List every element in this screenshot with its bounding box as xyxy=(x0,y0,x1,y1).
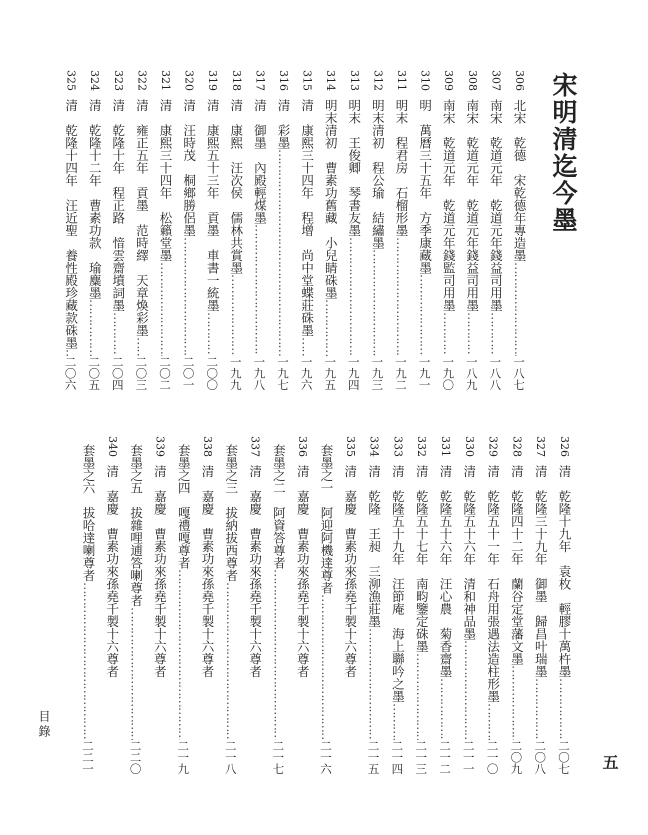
entry-title: 明末清初 程公瑜 結繡墨 xyxy=(370,99,386,249)
entry-title: 套墨之六 拔哈達喇尊者 xyxy=(81,444,96,582)
entry-title: 清 汪時茂 桐鄉勝侶墨 xyxy=(181,99,197,237)
entry-number: 323 xyxy=(111,70,125,91)
entry-title: 清 乾隆四十二年 蘭谷定堂藩文墨 xyxy=(509,465,525,665)
toc-entry xyxy=(553,436,575,774)
toc-entry xyxy=(107,70,129,390)
entry-page-number: 二一四 xyxy=(390,739,405,774)
entry-page-number: 二〇六 xyxy=(63,355,78,390)
toc-entry xyxy=(363,436,385,774)
entry-title: 北宋 乾德 宋乾德年專造墨 xyxy=(512,99,527,262)
entry-page-number: 二〇九 xyxy=(509,739,524,774)
entry-page-number: 一八七 xyxy=(512,355,526,390)
entry-number: 325 xyxy=(64,70,78,91)
entry-page-number: 二一一 xyxy=(461,739,476,774)
entry-number: 331 xyxy=(439,436,452,457)
entry-page-number: 二〇二 xyxy=(158,355,172,390)
toc-entry xyxy=(172,436,194,774)
dot-leader xyxy=(505,665,527,740)
entry-title: 明末 王俊卿 琴書友墨 xyxy=(346,99,362,237)
toc-entry xyxy=(315,436,337,774)
entry-page-number: 二〇〇 xyxy=(205,355,220,390)
entry-number: 316 xyxy=(277,70,290,91)
toc-entry xyxy=(225,70,247,390)
entry-page-number: 一九六 xyxy=(299,355,314,390)
footer-label: 目錄 xyxy=(37,710,51,740)
entry-title: 套墨之三 拔納拔西尊者 xyxy=(223,444,239,582)
dot-leader xyxy=(107,312,129,356)
dot-leader xyxy=(201,312,223,356)
entry-number: 322 xyxy=(135,70,149,91)
entry-number: 308 xyxy=(465,70,479,91)
toc-entry xyxy=(154,70,176,390)
toc-entry xyxy=(458,436,480,774)
toc-entry xyxy=(414,70,436,390)
entry-page-number: 二〇八 xyxy=(533,739,548,774)
toc-entry xyxy=(267,436,289,774)
dot-leader xyxy=(390,237,412,356)
dot-leader xyxy=(386,703,408,740)
entry-title: 清 乾隆五十七年 南畇鑒定硃墨 xyxy=(414,465,430,653)
entry-page-number: 二一八 xyxy=(223,739,238,774)
entry-number: 306 xyxy=(513,70,526,91)
dot-leader xyxy=(343,237,365,356)
entry-number: 307 xyxy=(489,70,503,91)
toc-entry xyxy=(60,70,82,390)
entry-title: 清 康熙五十三年 貢墨 車書一統墨 xyxy=(205,99,221,312)
toc-entry xyxy=(196,436,218,774)
entry-title: 套墨之四 嘎禮嘎尊者 xyxy=(176,444,192,569)
entry-number: 335 xyxy=(343,436,357,457)
toc-entry xyxy=(296,70,318,390)
entry-title: 清 康熙三十四年 程增 尚中堂蝶莊硃墨 xyxy=(299,99,315,337)
dot-leader xyxy=(248,224,270,356)
dot-leader xyxy=(272,149,294,356)
entry-page-number: 二一六 xyxy=(319,739,333,774)
toc-entry xyxy=(434,436,456,774)
entry-title: 套墨之二 阿資答尊者 xyxy=(271,444,287,569)
entry-number: 311 xyxy=(395,70,408,91)
dot-leader xyxy=(458,640,480,740)
entry-title: 清 御墨 內殿輕煤墨 xyxy=(252,99,268,224)
dot-leader xyxy=(315,594,337,740)
entry-title: 清 嘉慶 曹素功來孫堯千製十六尊者 xyxy=(295,465,311,678)
entry-number: 332 xyxy=(415,436,429,457)
entry-page-number: 一九一 xyxy=(417,355,432,390)
dot-leader xyxy=(366,249,388,356)
toc-entry xyxy=(484,70,506,390)
entry-title: 清 康熙 汪次侯 儒林共賞墨 xyxy=(228,99,244,274)
dot-leader xyxy=(225,274,247,356)
entry-title: 明 萬曆三十五年 方季康藏墨 xyxy=(417,99,433,274)
entry-title: 清 嘉慶 曹素功來孫堯千製十六尊者 xyxy=(152,465,168,678)
entry-title: 清 乾隆十九年 袁枚 輕膠十萬杵墨 xyxy=(557,465,572,678)
entry-title: 清 乾隆三十九年 御墨 歸昌叶瑞墨 xyxy=(533,465,549,678)
toc-entry xyxy=(201,70,223,390)
toc-entry xyxy=(339,436,361,774)
dot-leader xyxy=(484,312,506,356)
entry-number: 334 xyxy=(367,436,381,457)
toc-entry xyxy=(529,436,551,774)
toc-entry xyxy=(101,436,123,774)
toc-entry xyxy=(410,436,432,774)
entry-page-number: 二〇七 xyxy=(557,739,571,774)
entry-number: 315 xyxy=(300,70,314,91)
entry-title: 清 乾隆十二年 曹素功款 瑜麋墨 xyxy=(87,99,103,299)
dot-leader xyxy=(130,337,152,356)
section-title: 宋明清迄今墨 xyxy=(549,72,578,234)
entry-page-number: 二〇五 xyxy=(87,355,102,390)
entry-title: 清 乾隆十年 程正路 愔雲齋墳詞墨 xyxy=(110,99,126,312)
toc-entry xyxy=(508,70,530,390)
entry-title: 套墨之五 拔雜哩逋答喇尊者 xyxy=(128,444,144,607)
entry-number: 324 xyxy=(88,70,102,91)
entry-page-number: 一九三 xyxy=(370,355,385,390)
entry-page-number: 二二〇 xyxy=(128,739,143,774)
toc-entry xyxy=(248,70,270,390)
entry-title: 明末清初 曹素功舊藏 小兒睛硃墨 xyxy=(323,99,339,299)
dot-leader xyxy=(434,678,456,740)
entry-title: 清 康熙三十四年 松籟堂墨 xyxy=(158,99,173,262)
entry-title: 清 乾隆五十一年 石舟用張遇法造柱形墨 xyxy=(485,465,501,703)
entry-page-number: 一九四 xyxy=(346,355,361,390)
entry-page-number: 一九八 xyxy=(252,355,267,390)
dot-leader xyxy=(296,337,318,356)
toc-entry xyxy=(244,436,266,774)
toc-entry xyxy=(178,70,200,390)
entry-number: 320 xyxy=(182,70,196,91)
toc-entry xyxy=(461,70,483,390)
toc-entry xyxy=(220,436,242,774)
entry-page-number: 一九五 xyxy=(323,355,338,390)
entry-title: 清 乾隆五十六年 清和神品墨 xyxy=(461,465,477,640)
entry-title: 南宋 乾道元年 乾道元年錢益司用墨 xyxy=(464,99,480,312)
entry-page-number: 二一九 xyxy=(176,739,191,774)
page-number: 五 xyxy=(600,754,619,770)
entry-title: 清 乾隆 王昶 三泖漁莊墨 xyxy=(366,465,382,628)
entry-page-number: 二〇一 xyxy=(181,355,196,390)
entry-number: 337 xyxy=(248,436,262,457)
entry-page-number: 一九〇 xyxy=(441,355,456,390)
entry-number: 321 xyxy=(159,70,172,91)
entry-number: 326 xyxy=(558,436,571,457)
entry-page-number: 二一二 xyxy=(438,739,452,774)
entry-number: 314 xyxy=(324,70,338,91)
entry-number: 333 xyxy=(391,436,405,457)
toc-entry xyxy=(130,70,152,390)
dot-leader xyxy=(414,274,436,356)
entry-title: 清 嘉慶 曹素功來孫堯千製十六尊者 xyxy=(342,465,358,678)
dot-leader xyxy=(319,299,341,356)
entry-number: 330 xyxy=(462,436,476,457)
entry-title: 清 嘉慶 曹素功來孫堯千製十六尊者 xyxy=(200,465,215,678)
toc-entry xyxy=(386,436,408,774)
entry-number: 328 xyxy=(510,436,524,457)
entry-title: 清 嘉慶 曹素功來孫堯千製十六尊者 xyxy=(247,465,263,678)
dot-leader xyxy=(220,582,242,740)
toc-entry xyxy=(505,436,527,774)
toc-entry xyxy=(83,70,105,390)
toc-entry xyxy=(125,436,147,774)
toc-entry xyxy=(390,70,412,390)
entry-number: 327 xyxy=(534,436,548,457)
entry-page-number: 二二一 xyxy=(81,739,95,774)
dot-leader xyxy=(482,703,504,740)
entry-title: 明末 程君房 石榴形墨 xyxy=(394,99,409,237)
dot-leader xyxy=(553,678,575,740)
entry-page-number: 二一〇 xyxy=(485,739,500,774)
dot-leader xyxy=(508,262,530,356)
dot-leader xyxy=(437,312,459,356)
entry-page-number: 一八八 xyxy=(488,355,503,390)
dot-leader xyxy=(154,262,176,356)
entry-title: 清 嘉慶 曹素功來孫堯千製十六尊者 xyxy=(104,465,120,678)
toc-entry xyxy=(272,70,294,390)
entry-title: 套墨之一 阿迎阿機達尊者 xyxy=(319,444,334,594)
dot-leader xyxy=(77,582,99,740)
entry-number: 317 xyxy=(253,70,267,91)
toc-entry xyxy=(291,436,313,774)
dot-leader xyxy=(172,569,194,740)
entry-title: 南宋 乾道元年 乾道元年錢益司用墨 xyxy=(488,99,504,312)
entry-number: 336 xyxy=(296,436,310,457)
entry-number: 312 xyxy=(371,70,385,91)
entry-page-number: 二一三 xyxy=(414,739,429,774)
entry-title: 清 雍正五年 貢墨 范時繹 天章煥彩墨 xyxy=(134,99,150,337)
entry-number: 329 xyxy=(486,436,500,457)
dot-leader xyxy=(363,628,385,740)
entry-number: 319 xyxy=(206,70,220,91)
dot-leader xyxy=(83,299,105,356)
dot-leader xyxy=(529,678,551,740)
dot-leader xyxy=(461,312,483,356)
entry-page-number: 一九九 xyxy=(228,355,243,390)
dot-leader xyxy=(267,569,289,740)
toc-entry xyxy=(319,70,341,390)
toc-entry xyxy=(482,436,504,774)
toc-entry xyxy=(148,436,170,774)
toc-entry xyxy=(437,70,459,390)
entry-page-number: 一九二 xyxy=(394,355,408,390)
entry-page-number: 二一七 xyxy=(271,739,286,774)
toc-entry xyxy=(366,70,388,390)
entry-page-number: 一九七 xyxy=(276,355,290,390)
entry-title: 清 彩墨 xyxy=(276,99,291,149)
entry-number: 310 xyxy=(418,70,432,91)
entry-number: 309 xyxy=(442,70,456,91)
entry-page-number: 二一五 xyxy=(366,739,381,774)
dot-leader xyxy=(410,653,432,740)
entry-page-number: 一八九 xyxy=(464,355,479,390)
dot-leader xyxy=(125,607,147,740)
entry-page-number: 二〇三 xyxy=(134,355,149,390)
entry-number: 313 xyxy=(347,70,361,91)
entry-number: 340 xyxy=(105,436,119,457)
dot-leader xyxy=(178,237,200,356)
entry-number: 338 xyxy=(201,436,214,457)
toc-entry xyxy=(77,436,99,774)
entry-title: 清 乾隆五十九年 汪節庵 海上聯吟之墨 xyxy=(390,465,406,703)
entry-number: 318 xyxy=(229,70,243,91)
entry-number: 339 xyxy=(153,436,167,457)
entry-title: 清 乾隆五十六年 汪心農 菊香齋墨 xyxy=(438,465,453,678)
entry-page-number: 二〇四 xyxy=(110,355,125,390)
entry-title: 南宋 乾道元年 乾道元年錢監司用墨 xyxy=(441,99,457,312)
toc-entry xyxy=(343,70,365,390)
entry-title: 清 乾隆十四年 汪近聖 養性殿珍藏款硃墨 xyxy=(63,99,79,349)
